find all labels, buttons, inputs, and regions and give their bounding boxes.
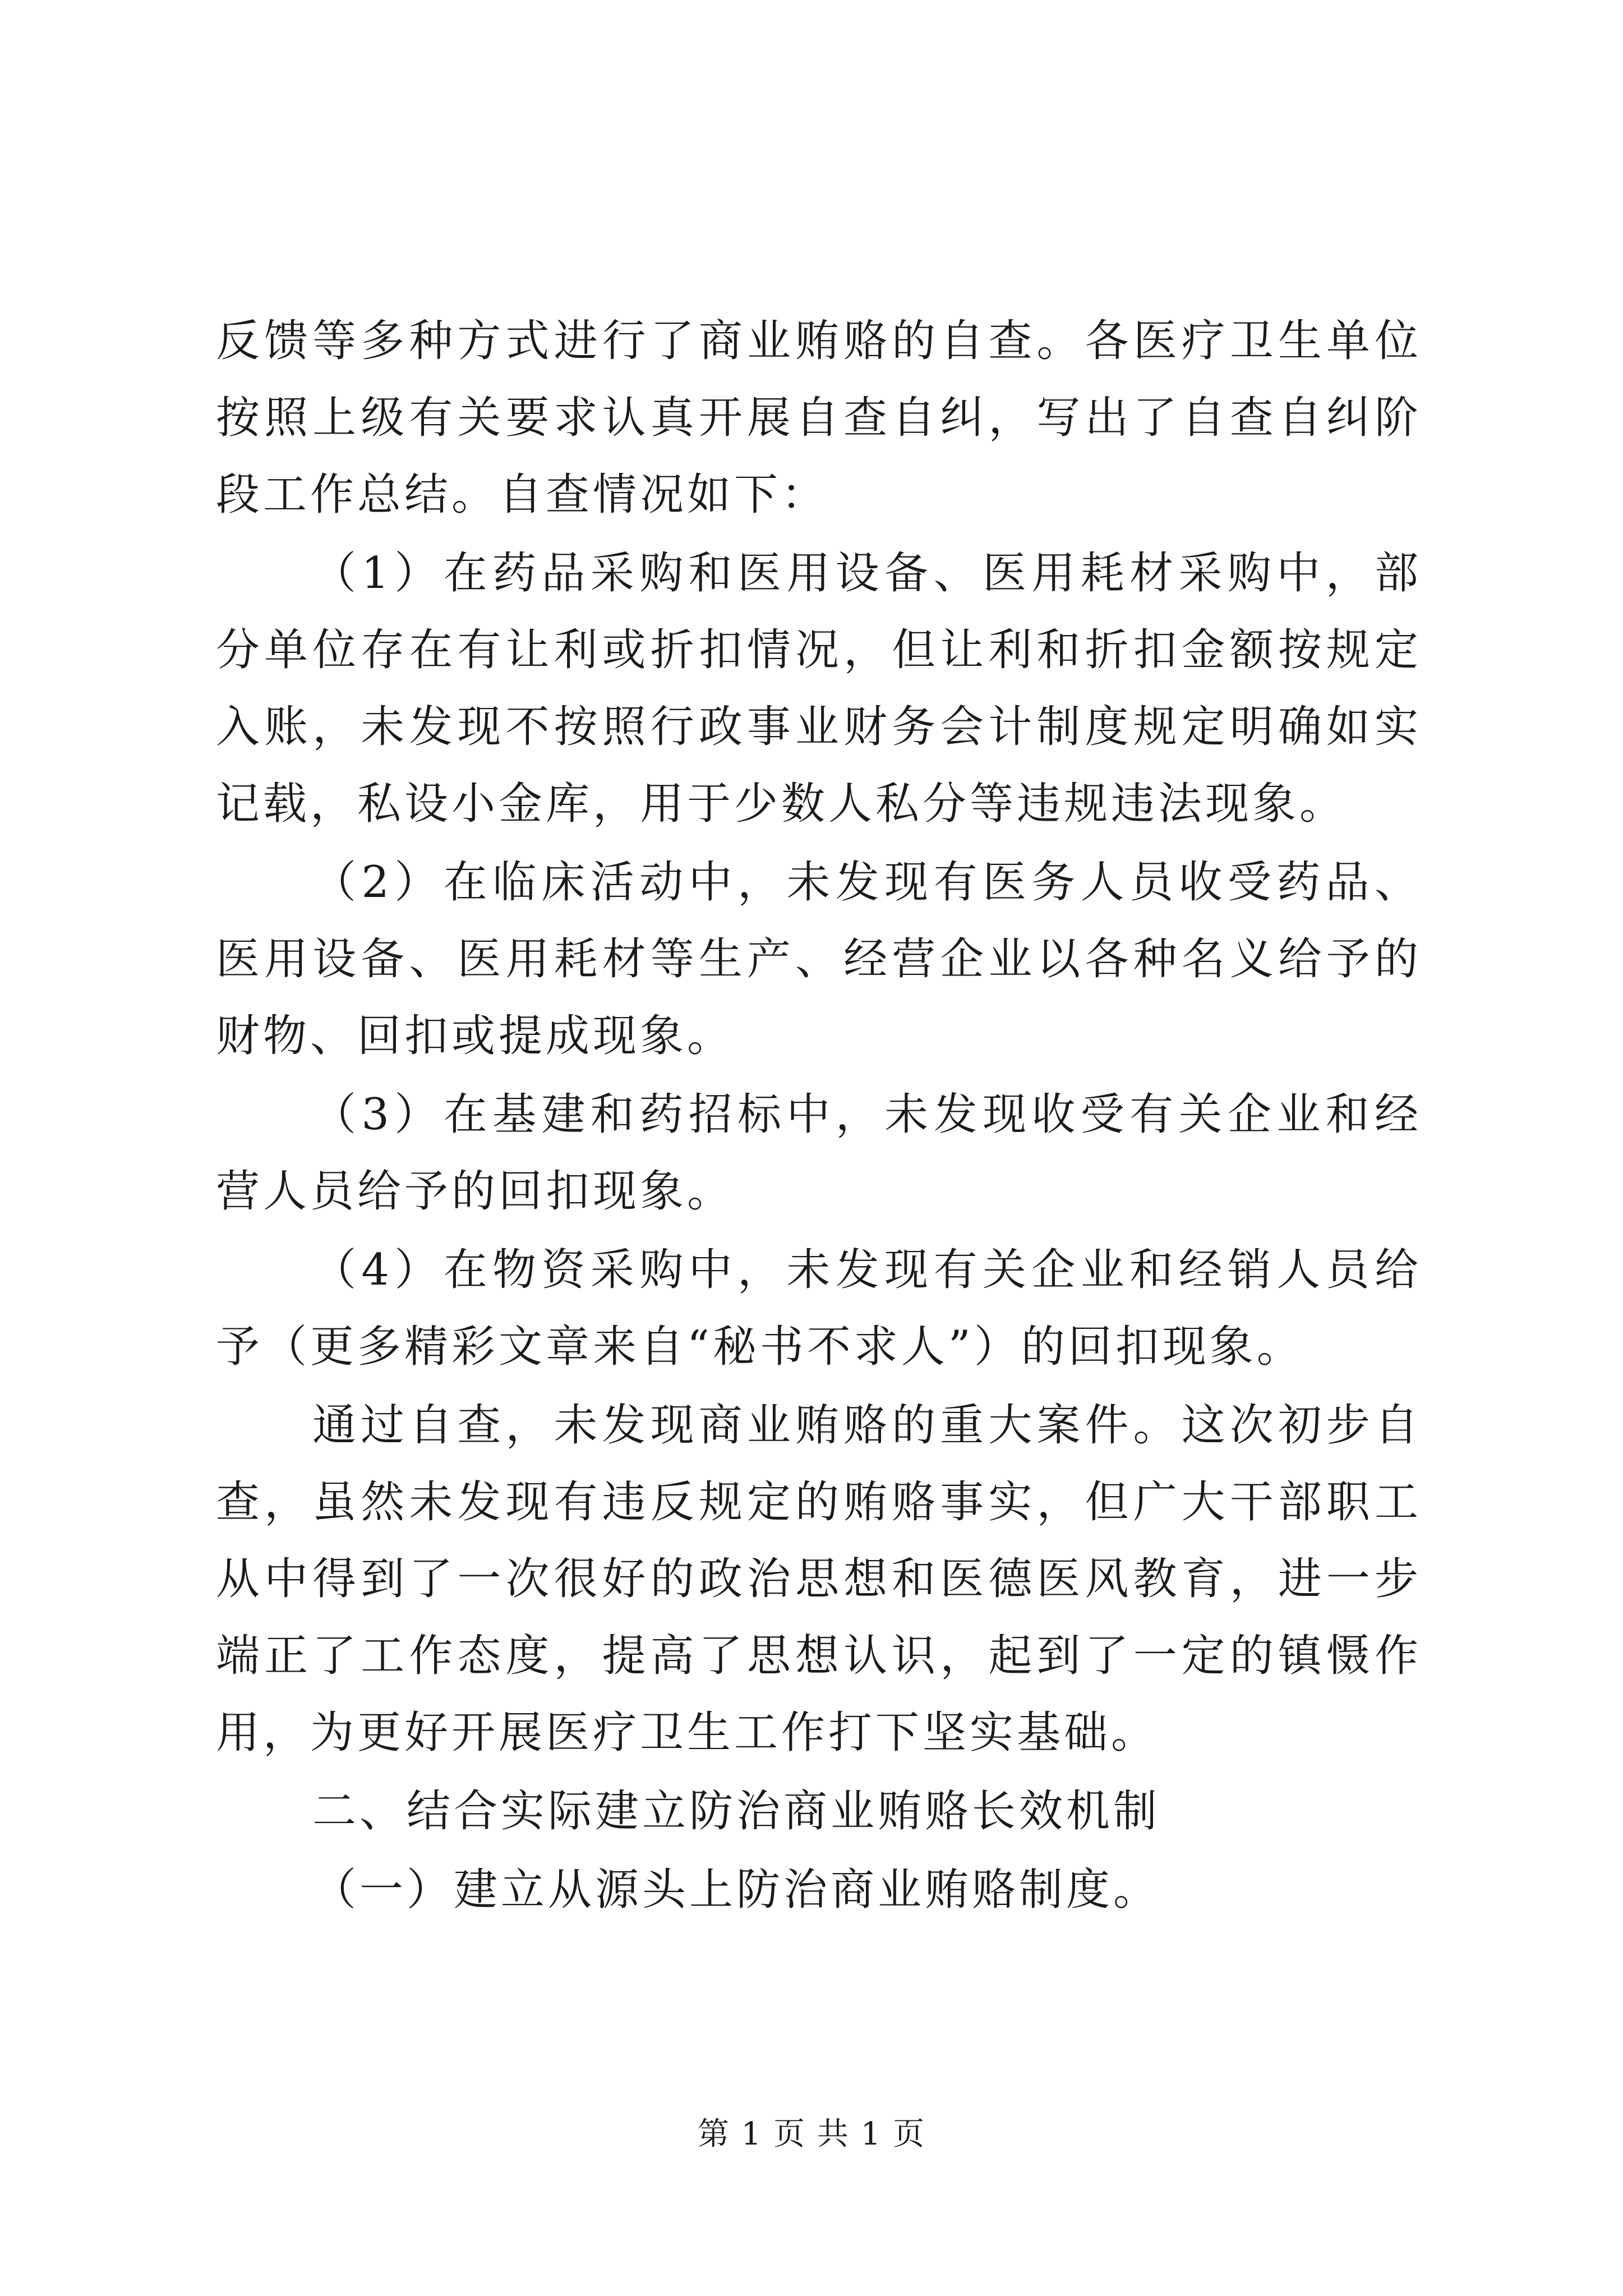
paragraph-self-check-conclusion: 通过自查，未发现商业贿赂的重大案件。这次初步自查，虽然未发现有违反规定的贿赂事实，但广大干部职工从中得到了一次很好的政治思想和医德医风教育，进一步端正了工作态度，提高了思想认识，起到了一定的镇慑作用，为更好开展医疗卫生工作打下坚实基础。 (216, 1400, 1422, 1758)
paragraph-item-1-drug-procurement: （1）在药品采购和医用设备、医用耗材采购中，部分单位存在有让利或折扣情况，但让利和折扣金额按规定入账，未发现不按照行政事业财务会计制度规定明确如实记载，私设小金库，用于少数人私分等违规违法现象。 (216, 548, 1422, 829)
page-number-label: 第 1 页 共 1 页 (697, 2116, 926, 2152)
paragraph-item-3-construction-bidding: （3）在基建和药招标中，未发现收受有关企业和经营人员给予的回扣现象。 (216, 1089, 1422, 1217)
paragraph-self-check-intro: 反馈等多种方式进行了商业贿赂的自查。各医疗卫生单位按照上级有关要求认真开展自查自纠，写出了自查自纠阶段工作总结。自查情况如下： (216, 316, 1422, 520)
paragraph-item-2-clinical-activities: （2）在临床活动中，未发现有医务人员收受药品、医用设备、医用耗材等生产、经营企业以各种名义给予的财物、回扣或提成现象。 (216, 857, 1422, 1061)
page-footer (0, 2115, 1623, 2154)
section-heading-long-term-mechanism: 二、结合实际建立防治商业贿赂长效机制 (312, 1786, 1161, 1837)
document-body (216, 303, 1422, 1929)
subsection-heading-source-prevention: （一）建立从源头上防治商业贿赂制度。 (312, 1865, 1161, 1915)
paragraph-item-4-material-procurement: （4）在物资采购中，未发现有关企业和经销人员给予（更多精彩文章来自“秘书不求人”）的回扣现象。 (216, 1245, 1422, 1372)
